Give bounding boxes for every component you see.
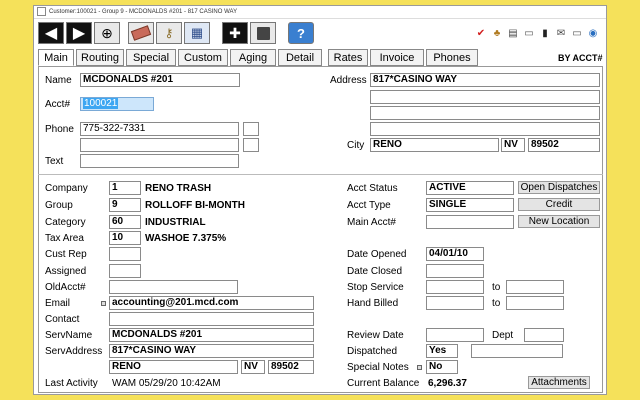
company-code-field[interactable]: 1 (109, 181, 141, 195)
current-balance-label: Current Balance (347, 378, 420, 389)
tab-phones[interactable]: Phones (426, 49, 478, 66)
serv-name-label: ServName (45, 330, 93, 341)
attachments-button[interactable]: Attachments (528, 376, 590, 389)
tab-detail[interactable]: Detail (278, 49, 322, 66)
serv-city-field[interactable]: RENO (109, 360, 238, 374)
new-location-button[interactable]: New Location (518, 215, 600, 228)
phone2-field[interactable] (80, 138, 239, 152)
arrow-right-icon: ▶ (72, 25, 86, 42)
dispatched-label: Dispatched (347, 346, 398, 357)
date-opened-label: Date Opened (347, 249, 407, 260)
category-label: Category (45, 217, 86, 228)
cust-rep-label: Cust Rep (45, 249, 87, 260)
group-label: Group (45, 200, 73, 211)
help-button[interactable] (288, 22, 314, 44)
phone2-ext-field[interactable] (243, 138, 259, 152)
tray-icon[interactable]: ▭ (572, 27, 582, 39)
assigned-label: Assigned (45, 266, 87, 277)
tab-rates[interactable]: Rates (328, 49, 368, 66)
dept-label: Dept (492, 330, 514, 341)
zip-field[interactable]: 89502 (528, 138, 600, 152)
app-icon (37, 7, 46, 16)
people-icon[interactable]: ♣ (493, 27, 501, 39)
acct-field[interactable] (80, 97, 154, 111)
category-name: INDUSTRIAL (145, 217, 206, 228)
locate-button[interactable] (94, 22, 120, 44)
acct-value: 100021 (84, 98, 118, 109)
name-field[interactable]: MCDONALDS #201 (80, 73, 240, 87)
hand-billed-to-field[interactable] (506, 296, 564, 310)
date-opened-field[interactable]: 04/01/10 (426, 247, 484, 261)
old-acct-field[interactable] (109, 280, 238, 294)
date-closed-label: Date Closed (347, 266, 403, 277)
acct-type-field[interactable]: SINGLE (426, 198, 514, 212)
text-field[interactable] (80, 154, 239, 168)
cust-rep-field[interactable] (109, 247, 141, 261)
contact-field[interactable] (109, 312, 314, 326)
hand-billed-label: Hand Billed (347, 298, 399, 309)
tax-code-field[interactable]: 10 (109, 231, 141, 245)
customer-window (33, 5, 607, 395)
review-date-field[interactable] (426, 328, 484, 342)
city-field[interactable]: RENO (370, 138, 499, 152)
assigned-field[interactable] (109, 264, 141, 278)
special-notes-field[interactable]: No (426, 360, 458, 374)
folder-icon[interactable]: ▭ (524, 27, 534, 39)
save-icon (257, 27, 270, 40)
address-label: Address (330, 75, 367, 86)
tab-aging[interactable]: Aging (230, 49, 276, 66)
hand-billed-from-field[interactable] (426, 296, 484, 310)
credit-button[interactable]: Credit (518, 198, 600, 211)
text-label: Text (45, 156, 64, 167)
tab-routing[interactable]: Routing (76, 49, 124, 66)
serv-address-field[interactable]: 817*CASINO WAY (109, 344, 314, 358)
serv-zip-field[interactable]: 89502 (268, 360, 314, 374)
hand-billed-to-label: to (492, 298, 501, 309)
phone-field[interactable]: 775-322-7331 (80, 122, 239, 136)
acct-type-label: Acct Type (347, 200, 391, 211)
last-activity-value: WAM 05/29/20 10:42AM (112, 378, 221, 389)
special-notes-icon[interactable] (417, 365, 422, 370)
grid-button[interactable] (184, 22, 210, 44)
tab-special[interactable]: Special (126, 49, 176, 66)
tab-main[interactable]: Main (38, 49, 74, 66)
dept-field[interactable] (524, 328, 564, 342)
tab-invoice[interactable]: Invoice (370, 49, 424, 66)
acct-status-field[interactable]: ACTIVE (426, 181, 514, 195)
plus-icon: ✚ (229, 24, 241, 41)
tax-area-label: Tax Area (45, 233, 84, 244)
group-name: ROLLOFF BI-MONTH (145, 200, 245, 211)
dispatched-field[interactable]: Yes (426, 344, 458, 358)
address-line2-field[interactable] (370, 90, 600, 104)
stop-service-from-field[interactable] (426, 280, 484, 294)
last-activity-label: Last Activity (45, 378, 98, 389)
old-acct-label: OldAcct# (45, 282, 86, 293)
check-icon[interactable]: ✔ (476, 27, 486, 39)
key-icon: ⚷ (164, 26, 174, 40)
grid-icon: ▦ (190, 25, 204, 40)
eraser-icon (131, 25, 151, 41)
erase-button[interactable] (128, 22, 154, 44)
address-line3-field[interactable] (370, 106, 600, 120)
date-closed-field[interactable] (426, 264, 484, 278)
main-acct-label: Main Acct# (347, 217, 396, 228)
city-label: City (347, 140, 365, 151)
dispatched-extra-field[interactable] (471, 344, 563, 358)
email-label: Email (45, 298, 71, 309)
help-icon: ? (297, 25, 305, 41)
current-balance-value: 6,296.37 (428, 378, 467, 389)
key-button[interactable] (156, 22, 182, 44)
stop-service-to-field[interactable] (506, 280, 564, 294)
company-name: RENO TRASH (145, 183, 212, 194)
save-button[interactable] (250, 22, 276, 44)
name-label: Name (45, 75, 72, 86)
email-icon[interactable] (101, 301, 106, 306)
open-dispatches-button[interactable]: Open Dispatches (518, 181, 600, 194)
company-label: Company (45, 183, 88, 194)
section-divider (38, 174, 603, 175)
title-bar (34, 6, 606, 19)
envelope-icon[interactable]: ✉ (556, 27, 566, 39)
tab-custom[interactable]: Custom (178, 49, 228, 66)
acct-label: Acct# (45, 99, 71, 110)
arrow-left-icon: ◀ (44, 25, 58, 42)
phone-label: Phone (45, 124, 74, 135)
phone-ext-field[interactable] (243, 122, 259, 136)
contact-label: Contact (45, 314, 80, 325)
prev-record-button[interactable] (38, 22, 64, 44)
globe-icon[interactable]: ◉ (588, 27, 598, 39)
stop-service-to-label: to (492, 282, 501, 293)
address-line4-field[interactable] (370, 122, 600, 136)
category-code-field[interactable]: 60 (109, 215, 141, 229)
state-field[interactable]: NV (501, 138, 525, 152)
email-field[interactable]: accounting@201.mcd.com (109, 296, 314, 310)
address-line1-field[interactable]: 817*CASINO WAY (370, 73, 600, 87)
serv-address-label: ServAddress (45, 346, 103, 357)
crosshair-icon: ⊕ (101, 24, 113, 41)
next-record-button[interactable] (66, 22, 92, 44)
stop-service-label: Stop Service (347, 282, 404, 293)
add-button[interactable] (222, 22, 248, 44)
review-date-label: Review Date (347, 330, 404, 341)
serv-name-field[interactable]: MCDONALDS #201 (109, 328, 314, 342)
window-title: Customer:100021 - Group 9 - MCDONALDS #201 - 817 CASINO WAY (49, 9, 238, 15)
main-acct-field[interactable] (426, 215, 514, 229)
acct-status-label: Acct Status (347, 183, 398, 194)
trash-icon[interactable]: ▮ (542, 27, 548, 39)
special-notes-label: Special Notes (347, 362, 409, 373)
group-code-field[interactable]: 9 (109, 198, 141, 212)
document-icon[interactable]: ▤ (508, 27, 518, 39)
tax-name: WASHOE 7.375% (145, 233, 227, 244)
by-acct-label: BY ACCT# (558, 53, 603, 63)
serv-state-field[interactable]: NV (241, 360, 265, 374)
